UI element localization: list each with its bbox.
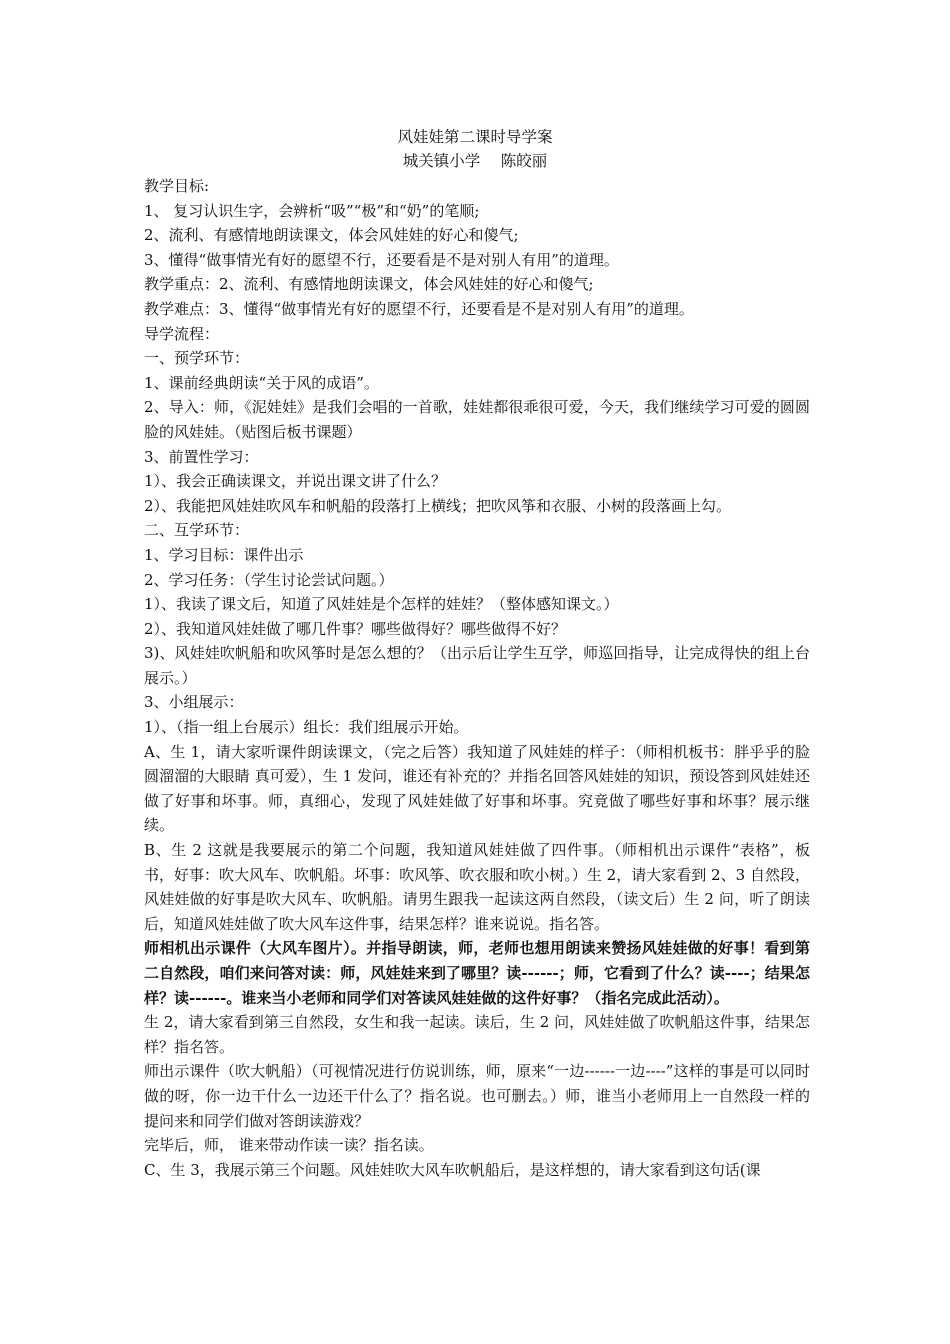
- paragraph: 一、预学环节：: [144, 349, 250, 368]
- paragraph: 完毕后，师， 谁来带动作读一读？指名读。: [144, 1136, 434, 1155]
- paragraph: 2、学习任务：（学生讨论尝试问题。）: [144, 570, 394, 589]
- paragraph: 3、小组展示：: [144, 693, 244, 712]
- paragraph: 3、懂得“做事情光有好的愿望不行，还要看是不是对别人有用”的道理。: [144, 250, 619, 269]
- paragraph: 2、导入：师，《泥娃娃》是我们会唱的一首歌，娃娃都很乖很可爱，今天，我们继续学习可爱的圆圆脸的风娃娃。（贴图后板书课题）: [144, 398, 810, 441]
- paragraph: 1）、（指一组上台展示）组长：我们组展示开始。: [144, 718, 469, 737]
- paragraph: 教学难点：3、懂得“做事情光有好的愿望不行，还要看是不是对别人有用”的道理。: [144, 299, 694, 318]
- paragraph: A、生 1，请大家听课件朗读课文，（完之后答）我知道了风娃娃的样子：（师相机板书：胖乎乎的脸 圆溜溜的大眼睛 真可爱），生 1 发问，谁还有补充的？并指名回答风娃娃的知识，预设答到风娃娃还做了好事和坏事。师，真细心，发现了风娃娃做了好事和坏事。究竟做了哪些好事和坏事？展示继续。: [144, 742, 810, 835]
- paragraph: 师出示课件（吹大帆船）（可视情况进行仿说训练，师，原来“一边------一边----”这样的事是可以同时做的呀，你一边干什么一边还干什么了？指名说。也可删去。）师，谁当小老师用上一自然段一样的提问来和同学们做对答朗读游戏？: [144, 1062, 810, 1130]
- paragraph: C、生 3，我展示第三个问题。风娃娃吹大风车吹帆船后，是这样想的，请大家看到这句话(课: [144, 1160, 761, 1179]
- paragraph: 3、前置性学习：: [144, 447, 259, 466]
- title-block: [0, 125, 950, 173]
- paragraph: 师相机出示课件（大风车图片）。并指导朗读，师，老师也想用朗读来赞扬风娃娃做的好事！看到第二自然段，咱们来问答对读：师，风娃娃来到了哪里？读------；师，它看到了什么？读----；结果怎样？读------。谁来当小老师和同学们对答读风娃娃做的这件好事？（指名完成此活动）。: [144, 939, 810, 1007]
- paragraph: 教学重点：2、流利、有感情地朗读课文，体会风娃娃的好心和傻气;: [144, 275, 594, 294]
- document-author: 城关镇小学 陈皎丽: [402, 152, 548, 170]
- paragraph: 二、互学环节：: [144, 521, 250, 540]
- paragraph: 1）、我读了课文后，知道了风娃娃是个怎样的娃娃？（整体感知课文。）: [144, 595, 619, 614]
- paragraph: 2、流利、有感情地朗读课文，体会风娃娃的好心和傻气;: [144, 226, 519, 245]
- document-body: [144, 174, 810, 1182]
- paragraph: 2）、我知道风娃娃做了哪几件事？哪些做得好？哪些做得不好？: [144, 619, 567, 638]
- document-title: 风娃娃第二课时导学案: [397, 128, 553, 146]
- paragraph: B、生 2 这就是我要展示的第二个问题，我知道风娃娃做了四件事。（师相机出示课件“表格”，板书，好事：吹大风车、吹帆船。坏事：吹风筝、吹衣服和吹小树。）生 2，请大家看到 2、3 自然段，风娃娃做的好事是吹大风车、吹帆船。请男生跟我一起读这两自然段，（读文后）生 2 问，听了朗读后，知道风娃娃做了吹大风车这件事，结果怎样？谁来说说。指名答。: [144, 841, 810, 933]
- paragraph: 2）、我能把风娃娃吹风车和帆船的段落打上横线；把吹风筝和衣服、小树的段落画上勾。: [144, 496, 732, 515]
- paragraph: 1、 复习认识生字，会辨析“吸”“极”和“奶”的笔顺;: [144, 201, 480, 220]
- paragraph: 1）、我会正确读课文，并说出课文讲了什么？: [144, 472, 447, 491]
- paragraph: 教学目标:: [144, 177, 210, 195]
- paragraph: 3)、风娃娃吹帆船和吹风筝时是怎么想的？（出示后让学生互学，师巡回指导，让完成得快的组上台展示。）: [144, 644, 810, 687]
- paragraph: 1、课前经典朗读“关于风的成语”。: [144, 373, 379, 392]
- paragraph: 导学流程：: [144, 324, 220, 343]
- paragraph: 生 2，请大家看到第三自然段，女生和我一起读。读后，生 2 问，风娃娃做了吹帆船这件事，结果怎样？指名答。: [144, 1013, 810, 1056]
- paragraph: 1、学习目标：课件出示: [144, 545, 304, 564]
